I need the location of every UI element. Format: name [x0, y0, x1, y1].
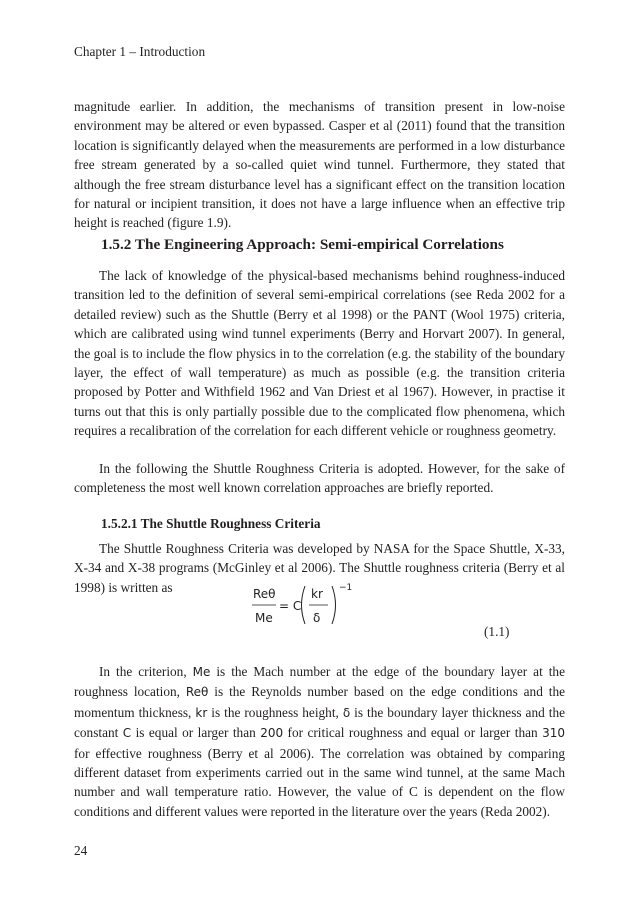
- subsection-heading-1-5-2-1: 1.5.2.1 The Shuttle Roughness Criteria: [101, 516, 321, 531]
- eq-inner-numerator: kr: [311, 587, 323, 601]
- p5-text: is the roughness height,: [207, 704, 343, 720]
- p5-value-310: 310: [542, 726, 566, 741]
- eq-numerator: Reθ: [253, 587, 276, 601]
- paragraph-5: [74, 662, 565, 821]
- eq-right-paren: [332, 586, 336, 624]
- paragraph-4: The Shuttle Roughness Criteria was developed by NASA for the Space Shuttle, X-33, X-34 and X-38 programs (McGinley et al 2006). The Shuttle roughness criteria (Berry et al 1998) is written as: [74, 541, 565, 595]
- p5-text: In the criterion,: [99, 664, 193, 679]
- p5-symbol-me: Me: [192, 665, 211, 679]
- p5-text: for critical roughness and equal or larger than: [283, 725, 543, 741]
- p5-symbol-c: C: [122, 726, 132, 741]
- p5-symbol-delta: δ: [342, 705, 351, 720]
- p5-symbol-kr: kr: [195, 705, 208, 720]
- page-number: 24: [74, 843, 88, 858]
- p5-text: is equal or larger than: [131, 725, 261, 741]
- eq-left-paren: [302, 586, 306, 624]
- p5-text: is the Reynolds number based on the edge conditions and the momentum thickness,: [74, 684, 565, 720]
- running-header: Chapter 1 – Introduction: [74, 44, 206, 59]
- p5-text: is the boundary layer thickness and the constant: [74, 704, 565, 741]
- p5-text: for effective roughness (Berry et al 2006). The correlation was obtained by comparing different dataset from experiments carried out in the same wind tunnel, at the same Mach number and wall temperature ratio. However, the value of C is dependent on the flow conditions and different values were reported in the literature over the years (Reda 2002).: [74, 745, 565, 819]
- paragraph-3: In the following the Shuttle Roughness Criteria is adopted. However, for the sake of completeness the most well known correlation approaches are briefly reported.: [74, 461, 565, 496]
- eq-equals: = C: [279, 599, 302, 613]
- p5-symbol-re: Reθ: [185, 685, 209, 700]
- section-heading-1-5-2: 1.5.2 The Engineering Approach: Semi-empirical Correlations: [101, 236, 504, 253]
- equation-number: (1.1): [484, 624, 510, 639]
- eq-denominator: Me: [255, 611, 273, 625]
- eq-exponent: −1: [339, 583, 353, 593]
- paragraph-1: magnitude earlier. In addition, the mechanisms of transition present in low-noise environment may be altered or even bypassed. Casper et al (2011) found that the transition location is significantly delayed when the measurements are performed in a low disturbance free stream generated by a so-called quiet wind tunnel. Furthermore, they stated that although the free stream disturbance level has a significant effect on the transition location for natural or incipient transition, it does not have a large influence when an effective trip height is reached (figure 1.9).: [74, 99, 565, 231]
- paragraph-2: The lack of knowledge of the physical-based mechanisms behind roughness-induced transition led to the definition of several semi-empirical correlations (see Reda 2002 for a detailed review) such as the Shuttle (Berry et al 1998) or the PANT (Wool 1975) criteria, which are calibrated using wind tunnel experiments (Berry and Horvart 2007). In general, the goal is to include the flow physics in to the correlation (e.g. the stability of the boundary layer, the effect of wall temperature) as much as possible (e.g. the transition criteria proposed by Potter and Withfield 1962 and Van Driest et al 1967). However, in practise it turns out that this is only partially possible due to the complicated flow phenomena, which requires a recalibration of the correlation for each different vehicle or roughness geometry.: [74, 268, 565, 439]
- equation-1-1: [0, 580, 638, 650]
- p5-value-200: 200: [260, 726, 284, 741]
- eq-inner-denominator: δ: [313, 611, 321, 625]
- p5-text: is the Mach number at the edge of the boundary layer at the roughness location,: [74, 664, 565, 700]
